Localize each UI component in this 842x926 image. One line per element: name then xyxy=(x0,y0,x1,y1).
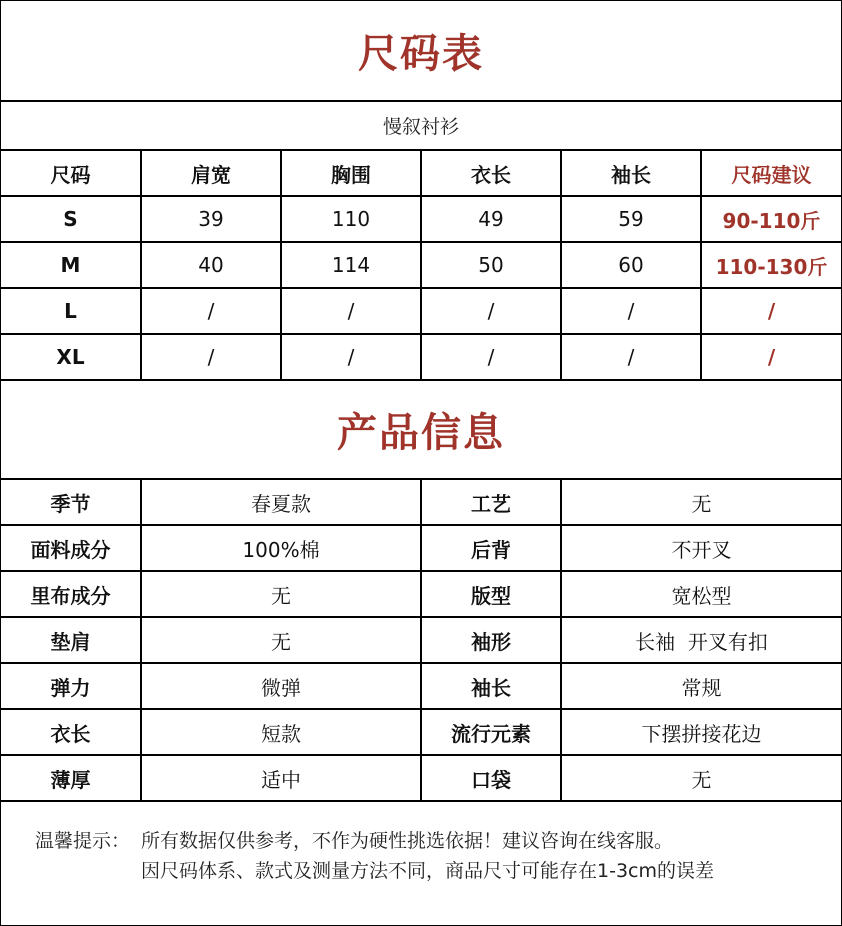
product-name: 慢叙衬衫 xyxy=(382,116,459,138)
advice-value: / xyxy=(701,288,841,334)
attribute-value: 短款 xyxy=(141,709,421,755)
length-value: / xyxy=(421,288,561,334)
attribute-label: 版型 xyxy=(421,571,561,617)
sleeve-value: 60 xyxy=(561,242,701,288)
attribute-label: 薄厚 xyxy=(1,755,141,801)
table-row xyxy=(1,525,841,571)
size-label: M xyxy=(1,242,141,288)
length-value: 50 xyxy=(421,242,561,288)
warm-tip-text-1: 所有数据仅供参考，不作为硬性挑选依据！建议咨询在线客服。 xyxy=(141,830,674,852)
table-row xyxy=(1,571,841,617)
warm-tip xyxy=(1,802,841,886)
attribute-label: 流行元素 xyxy=(421,709,561,755)
table-row xyxy=(1,288,841,334)
attribute-value: 下摆拼接花边 xyxy=(561,709,841,755)
size-label: XL xyxy=(1,334,141,380)
attribute-label: 袖长 xyxy=(421,663,561,709)
table-row xyxy=(1,334,841,380)
attribute-value: 无 xyxy=(561,755,841,801)
attribute-value: 宽松型 xyxy=(561,571,841,617)
size-chart-title-band xyxy=(1,1,841,102)
header-chest: 胸围 xyxy=(281,151,421,196)
shoulder-value: 39 xyxy=(141,196,281,242)
attribute-label: 里布成分 xyxy=(1,571,141,617)
attribute-value: 适中 xyxy=(141,755,421,801)
sleeve-value: / xyxy=(561,288,701,334)
attribute-label: 后背 xyxy=(421,525,561,571)
product-info-title: 产品信息 xyxy=(337,410,505,456)
length-value: / xyxy=(421,334,561,380)
header-sleeve: 袖长 xyxy=(561,151,701,196)
attribute-label: 弹力 xyxy=(1,663,141,709)
attribute-label: 口袋 xyxy=(421,755,561,801)
chest-value: / xyxy=(281,334,421,380)
attribute-label: 衣长 xyxy=(1,709,141,755)
attribute-label: 季节 xyxy=(1,480,141,525)
sleeve-value: / xyxy=(561,334,701,380)
length-value: 49 xyxy=(421,196,561,242)
size-table xyxy=(1,151,841,381)
table-row xyxy=(1,755,841,801)
warm-tip-first-line xyxy=(35,826,841,856)
chest-value: / xyxy=(281,288,421,334)
header-shoulder: 肩宽 xyxy=(141,151,281,196)
attribute-value: 长袖 开叉有扣 xyxy=(561,617,841,663)
attribute-label: 垫肩 xyxy=(1,617,141,663)
size-chart-title: 尺码表 xyxy=(358,31,484,77)
advice-value: / xyxy=(701,334,841,380)
size-label: S xyxy=(1,196,141,242)
table-row xyxy=(1,663,841,709)
size-table-header-row xyxy=(1,151,841,196)
attribute-value: 常规 xyxy=(561,663,841,709)
table-row xyxy=(1,196,841,242)
product-name-band xyxy=(1,102,841,151)
attribute-value: 微弹 xyxy=(141,663,421,709)
chest-value: 114 xyxy=(281,242,421,288)
shoulder-value: / xyxy=(141,288,281,334)
table-row xyxy=(1,617,841,663)
attribute-label: 袖形 xyxy=(421,617,561,663)
header-size: 尺码 xyxy=(1,151,141,196)
attribute-value: 无 xyxy=(141,617,421,663)
advice-value: 110-130斤 xyxy=(701,242,841,288)
attribute-value: 100%棉 xyxy=(141,525,421,571)
warm-tip-label: 温馨提示： xyxy=(35,830,131,852)
product-info-title-band xyxy=(1,381,841,480)
table-row xyxy=(1,480,841,525)
size-label: L xyxy=(1,288,141,334)
header-advice: 尺码建议 xyxy=(701,151,841,196)
advice-value: 90-110斤 xyxy=(701,196,841,242)
shoulder-value: / xyxy=(141,334,281,380)
table-row xyxy=(1,709,841,755)
header-length: 衣长 xyxy=(421,151,561,196)
attribute-label: 工艺 xyxy=(421,480,561,525)
table-row xyxy=(1,242,841,288)
product-info-table xyxy=(1,480,841,802)
attribute-value: 无 xyxy=(141,571,421,617)
attribute-value: 春夏款 xyxy=(141,480,421,525)
sleeve-value: 59 xyxy=(561,196,701,242)
shoulder-value: 40 xyxy=(141,242,281,288)
warm-tip-text-2: 因尺码体系、款式及测量方法不同，商品尺寸可能存在1-3cm的误差 xyxy=(141,860,714,882)
attribute-label: 面料成分 xyxy=(1,525,141,571)
chest-value: 110 xyxy=(281,196,421,242)
attribute-value: 不开叉 xyxy=(561,525,841,571)
attribute-value: 无 xyxy=(561,480,841,525)
